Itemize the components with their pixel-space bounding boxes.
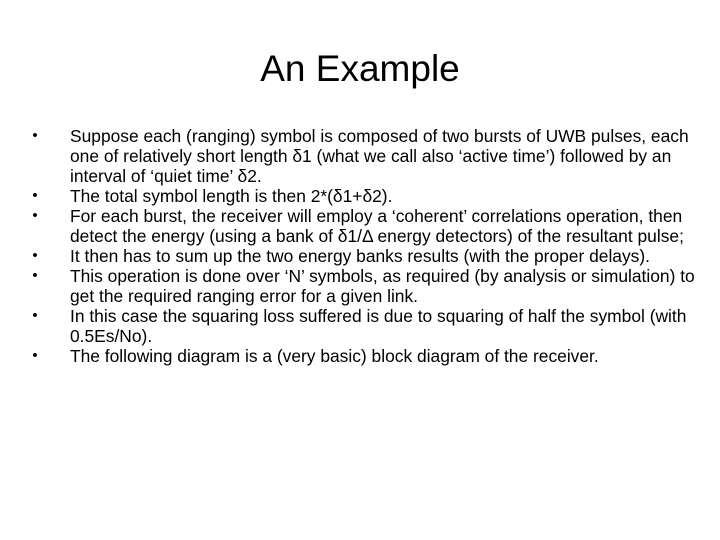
bullet-text: For each burst, the receiver will employ a ‘coherent’ correlations operation, then detect the energy (using a bank of δ1/Δ energy detectors) of the resultant pulse; xyxy=(70,206,684,246)
bullet-item xyxy=(0,206,720,246)
bullet-item xyxy=(0,186,720,206)
bullet-text: The following diagram is a (very basic) block diagram of the receiver. xyxy=(70,346,599,366)
bullet-icon: • xyxy=(32,247,38,264)
bullet-icon: • xyxy=(32,307,38,324)
bullet-text: The total symbol length is then 2*(δ1+δ2). xyxy=(70,186,393,206)
bullet-text: Suppose each (ranging) symbol is composed of two bursts of UWB pulses, each one of relatively short length δ1 (what we call also ‘active time’) followed by an interval of ‘quiet time’ δ2. xyxy=(70,126,689,186)
bullet-icon: • xyxy=(32,267,38,284)
bullet-icon: • xyxy=(32,127,38,144)
bullet-text: It then has to sum up the two energy banks results (with the proper delays). xyxy=(70,246,650,266)
bullet-text: This operation is done over ‘N’ symbols, as required (by analysis or simulation) to get the required ranging error for a given link. xyxy=(70,266,695,306)
bullet-item xyxy=(0,306,720,346)
bullet-text: In this case the squaring loss suffered is due to squaring of half the symbol (with 0.5Es/No). xyxy=(70,306,687,346)
bullet-item xyxy=(0,126,720,186)
slide-title: An Example xyxy=(260,48,460,89)
bullet-list xyxy=(0,126,720,366)
bullet-item xyxy=(0,346,720,366)
bullet-item xyxy=(0,266,720,306)
bullet-icon: • xyxy=(32,347,38,364)
bullet-item xyxy=(0,246,720,266)
bullet-icon: • xyxy=(32,207,38,224)
bullet-icon: • xyxy=(32,187,38,204)
